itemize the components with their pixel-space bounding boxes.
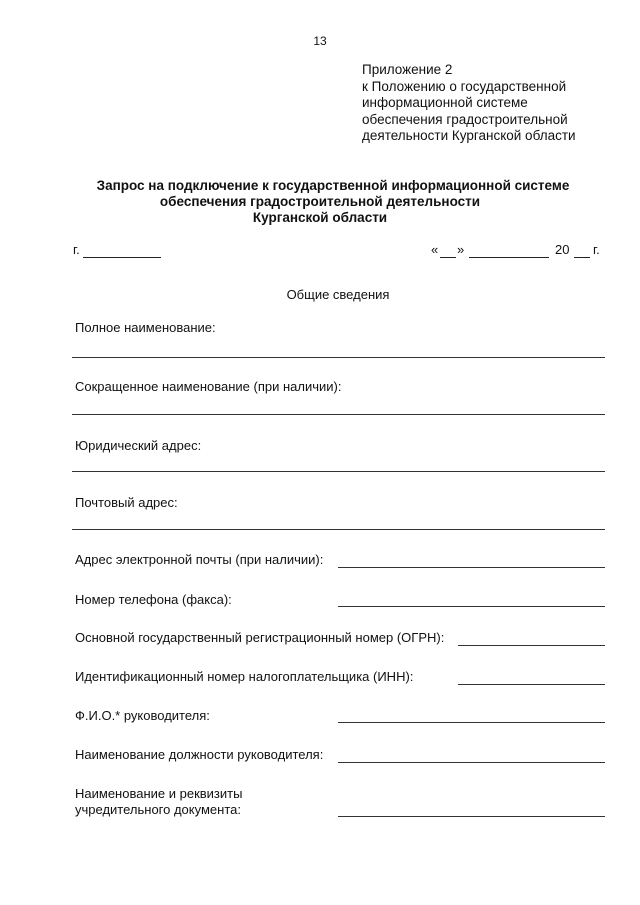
- director-position-label: Наименование должности руководителя:: [75, 747, 324, 762]
- month-blank-line[interactable]: [469, 257, 549, 258]
- founding-doc-line[interactable]: [338, 816, 605, 817]
- title-line-2: обеспечения градостроительной деятельности: [159, 194, 481, 209]
- director-name-label: Ф.И.О.* руководителя:: [75, 708, 210, 723]
- email-line[interactable]: [338, 567, 605, 568]
- title-line-3: Курганской области: [252, 210, 388, 225]
- founding-doc-label-line-2: учредительного документа:: [75, 802, 241, 817]
- appendix-line-2: к Положению о государственной: [362, 78, 567, 94]
- city-blank-line[interactable]: [83, 257, 161, 258]
- year-suffix: г.: [593, 242, 600, 257]
- email-label: Адрес электронной почты (при наличии):: [75, 552, 324, 567]
- short-name-label: Сокращенное наименование (при наличии):: [75, 379, 342, 394]
- page-number: 13: [313, 34, 327, 48]
- ogrn-label: Основной государственный регистрационный номер (ОГРН):: [75, 630, 445, 645]
- founding-doc-label-line-1: Наименование и реквизиты: [75, 786, 243, 801]
- appendix-line-4: обеспечения градостроительной: [362, 111, 568, 127]
- full-name-line[interactable]: [72, 357, 605, 358]
- phone-line[interactable]: [338, 606, 605, 607]
- day-blank-line[interactable]: [440, 257, 456, 258]
- inn-line[interactable]: [458, 684, 605, 685]
- ogrn-line[interactable]: [458, 645, 605, 646]
- director-name-line[interactable]: [338, 722, 605, 723]
- document-title: [0, 178, 640, 226]
- phone-label: Номер телефона (факса):: [75, 592, 232, 607]
- director-position-line[interactable]: [338, 762, 605, 763]
- postal-address-line[interactable]: [72, 529, 605, 530]
- appendix-block: [362, 62, 576, 145]
- full-name-label: Полное наименование:: [75, 320, 216, 335]
- quote-close: »: [457, 242, 465, 257]
- legal-address-label: Юридический адрес:: [75, 438, 202, 453]
- year-prefix: 20: [555, 242, 570, 257]
- appendix-line-5: деятельности Курганской области: [362, 128, 576, 143]
- postal-address-label: Почтовый адрес:: [75, 495, 178, 510]
- quote-open: «: [431, 242, 439, 257]
- year-blank-line[interactable]: [574, 257, 590, 258]
- city-prefix: г.: [73, 242, 80, 257]
- short-name-line[interactable]: [72, 414, 605, 415]
- title-line-1: Запрос на подключение к государственной информационной системе: [96, 178, 570, 193]
- appendix-line-1: Приложение 2: [362, 62, 453, 77]
- appendix-line-3: информационной системе: [362, 95, 528, 110]
- section-title: Общие сведения: [286, 287, 390, 302]
- inn-label: Идентификационный номер налогоплательщика (ИНН):: [75, 669, 414, 684]
- legal-address-line[interactable]: [72, 471, 605, 472]
